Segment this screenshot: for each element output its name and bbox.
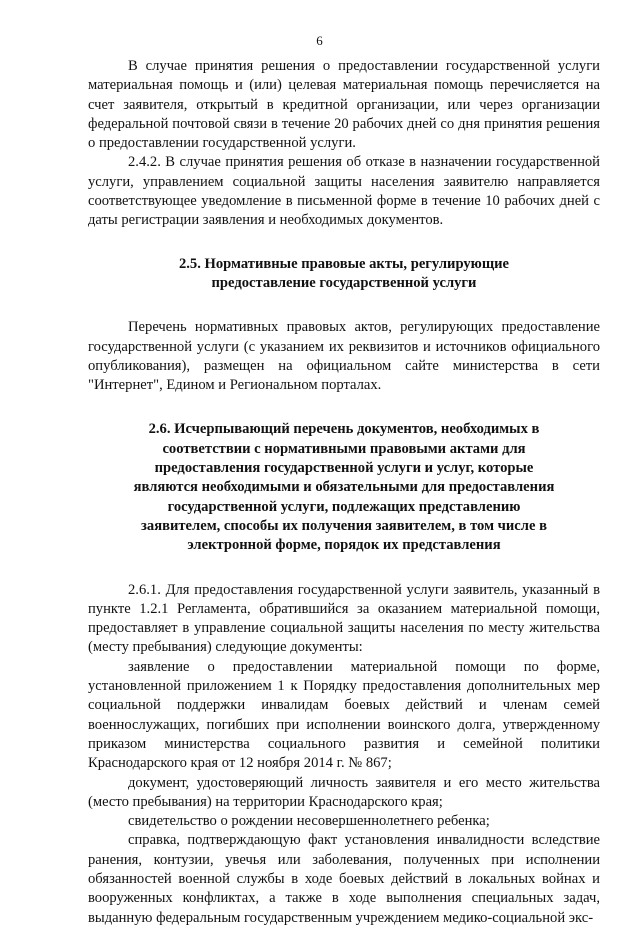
paragraph-2-6-1: 2.6.1. Для предоставления государственной услуги заявитель, указанный в пункте 1.2.1 Регламента, обратившийся за оказанием материальной помощи, предоставляет в управление социальной защиты населения по месту жительства (месту пребывания) следующие документы:	[88, 581, 600, 656]
list-item-birth-certificate: свидетельство о рождении несовершеннолетнего ребенка;	[128, 813, 490, 830]
section-heading-2-5: 2.5. Нормативные правовые акты, регулирующие предоставление государственной услуги	[178, 255, 510, 291]
document-body	[88, 57, 600, 928]
paragraph-legal-acts-list: Перечень нормативных правовых актов, регулирующих предоставление государственной услуги (с указанием их реквизитов и источников официального опубликования), размещен на официальном сайте министерства в сети "Интернет", Едином и Региональном порталах.	[88, 319, 600, 394]
list-item-identity-document: документ, удостоверяющий личность заявителя и его место жительства (место пребывания) на территории Краснодарского края;	[88, 774, 600, 810]
paragraph-payment-transfer: В случае принятия решения о предоставлении государственной услуги материальная помощь и (или) целевая материальная помощь перечисляется на счет заявителя, открытый в кредитной организации, или через организации федеральной почтовой связи в течение 20 рабочих дней со дня принятия решения о предоставлении государственной услуги.	[88, 58, 600, 152]
page-number: 6	[316, 33, 323, 48]
list-item-disability-certificate: справка, подтверждающую факт установления инвалидности вследствие ранения, контузии, увечья или заболевания, полученных при исполнении обязанностей военной службы в ходе боевых действий в локальных войнах и вооруженных конфликтах, а также в ходе выполнения специальных задач, выданную федеральным государственным учреждением медико-социальной экс-	[88, 832, 600, 926]
list-item-application: заявление о предоставлении материальной помощи по форме, установленной приложением 1 к Порядку предоставления дополнительных мер социальной поддержки инвалидам боевых действий и членам семей военнослужащих, погибших при исполнении воинского долга, утвержденному приказом министерства социального развития и семейной политики Краснодарского края от 12 ноября 2014 г. № 867;	[88, 658, 600, 772]
paragraph-2-4-2: 2.4.2. В случае принятия решения об отказе в назначении государственной услуги, управлением социальной защиты населения заявителю направляется соответствующее уведомление в письменной форме в течение 10 рабочих дней с даты регистрации заявления и необходимых документов.	[88, 154, 600, 229]
section-heading-2-6: 2.6. Исчерпывающий перечень документов, необходимых в соответствии с нормативными правовыми актами для предоставления государственной услуги и услуг, которые являются необходимыми и обязательными для предоставления государственной услуги, подлежащих представлению заявителем, способы их получения заявителем, в том числе в электронной форме, порядок их представления	[133, 421, 555, 554]
